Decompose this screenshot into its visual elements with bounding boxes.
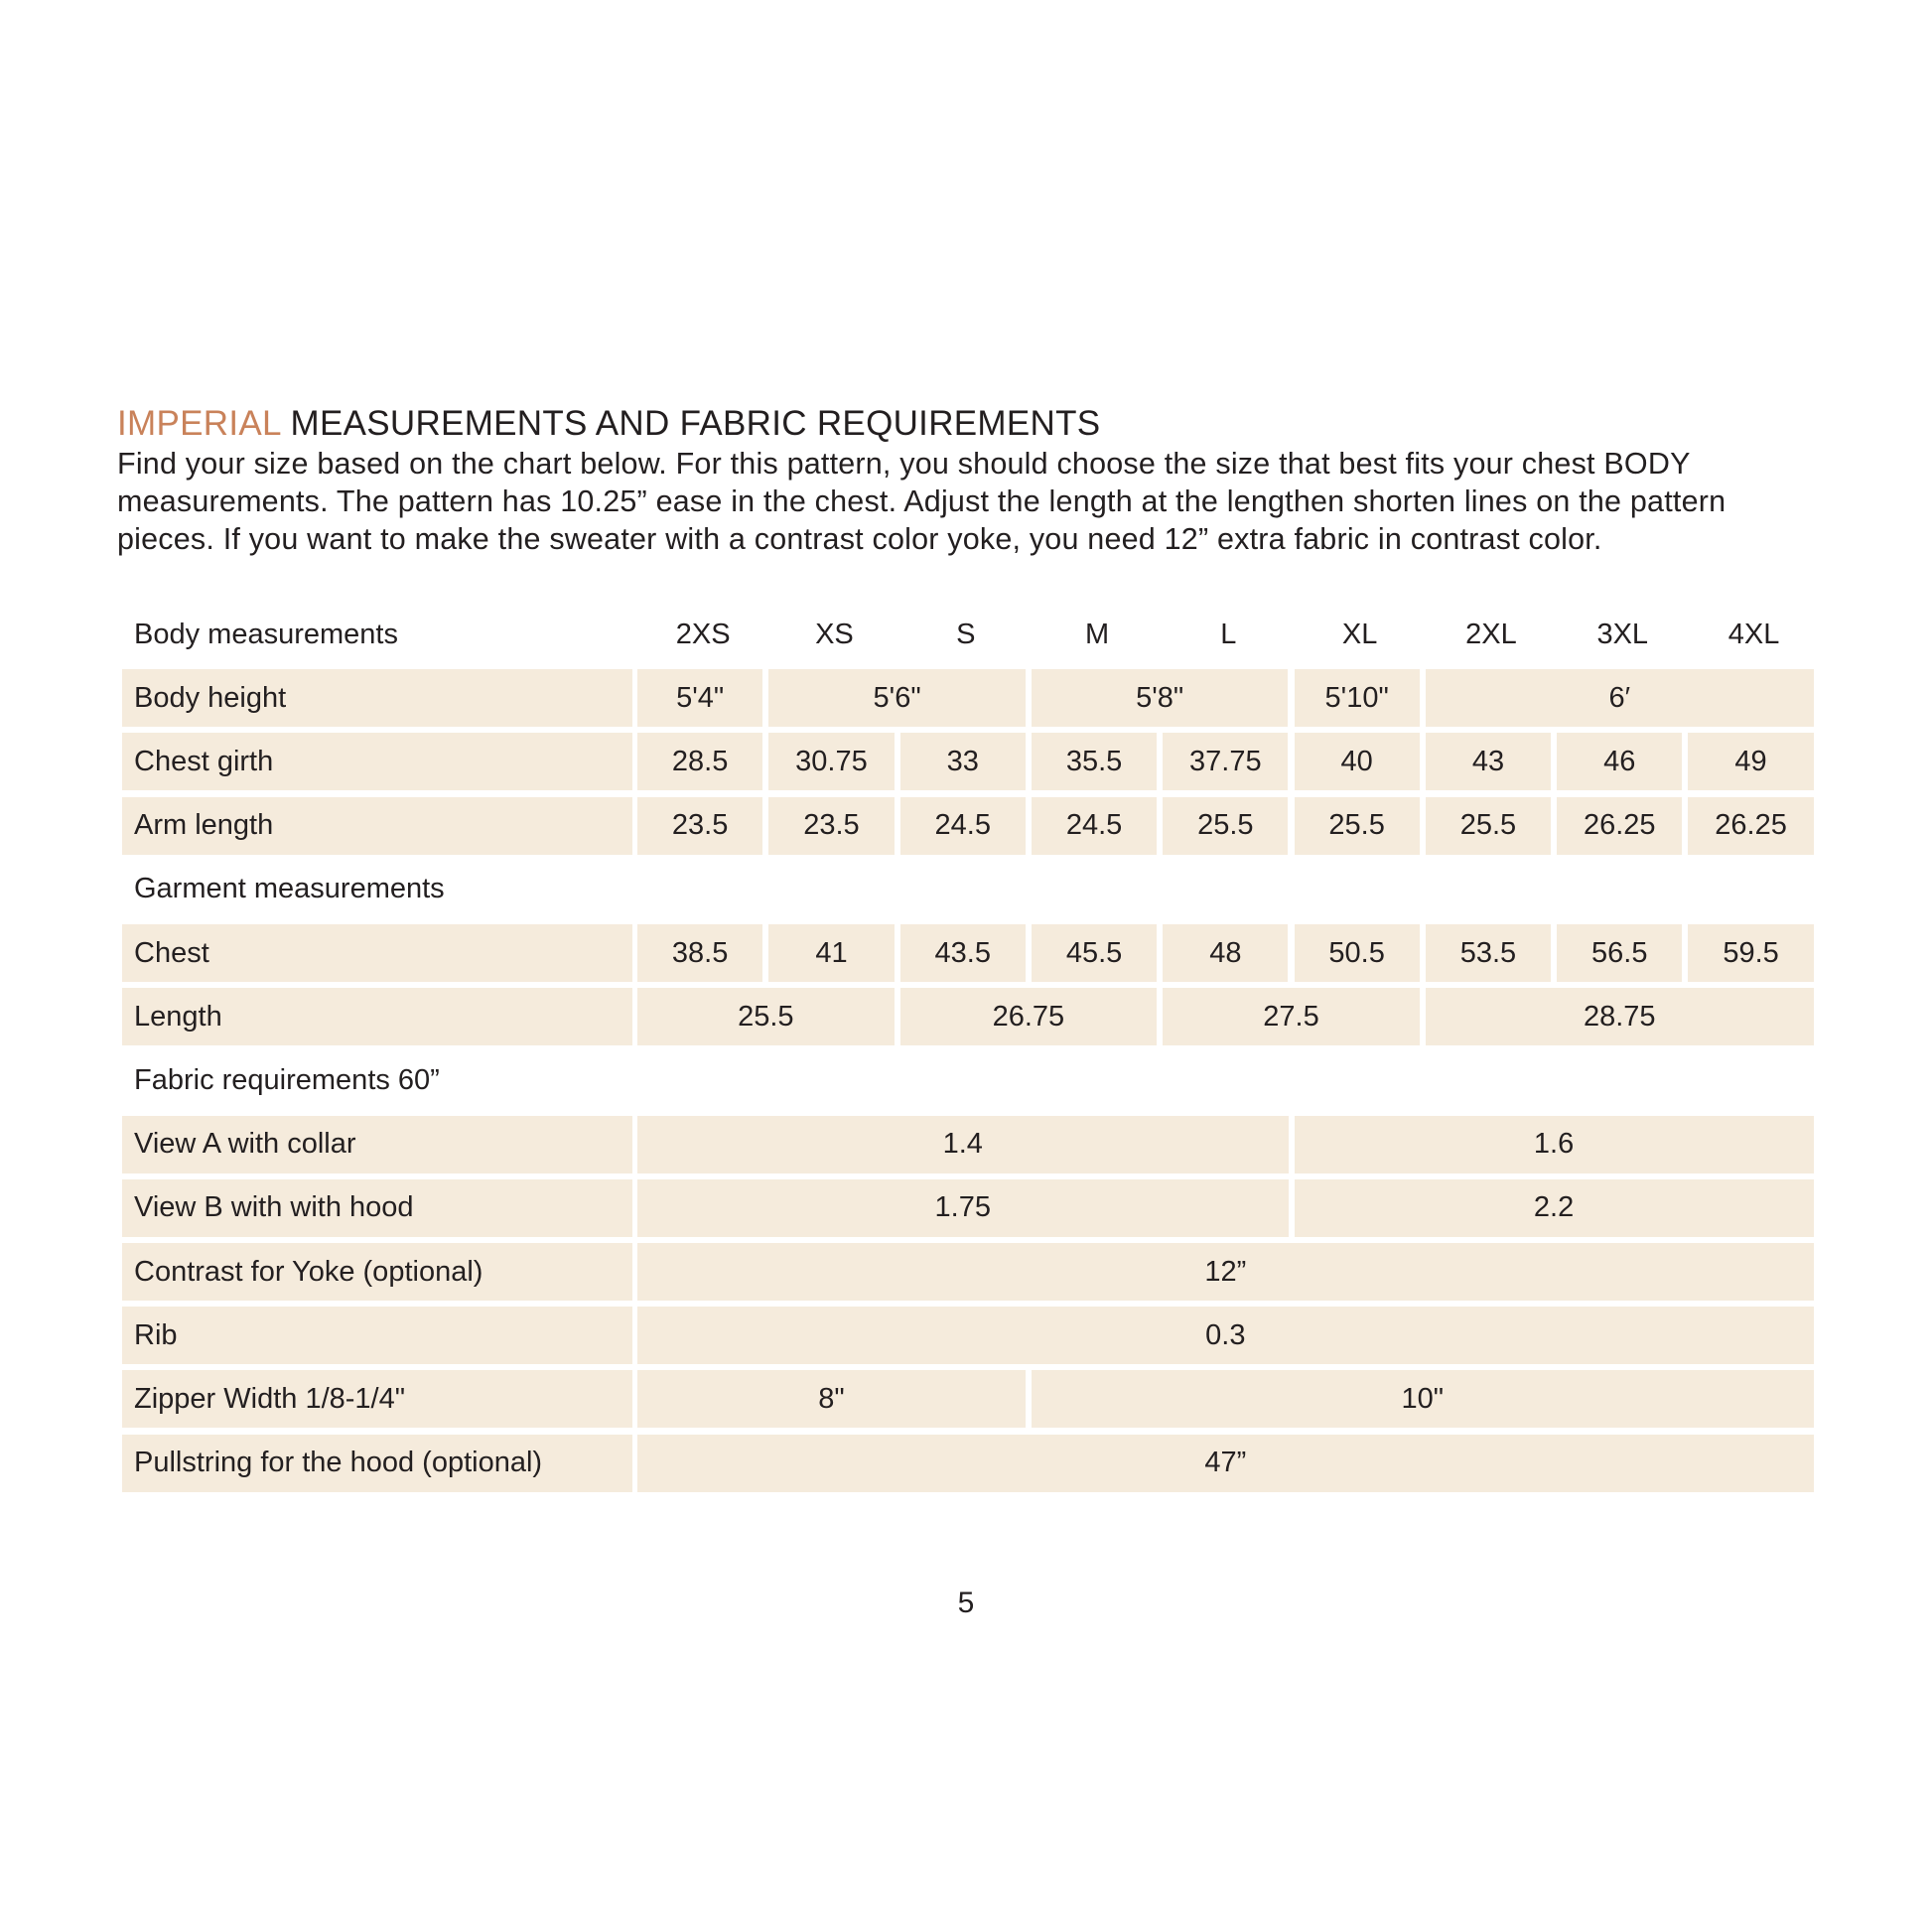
size-header-m: M: [1084, 618, 1110, 650]
table-cell: 26.75: [900, 988, 1158, 1045]
table-cell: 47”: [637, 1435, 1814, 1492]
table-cell: 26.25: [1557, 797, 1682, 855]
table-cell: 27.5: [1163, 988, 1420, 1045]
intro-line: measurements. The pattern has 10.25” ease in the chest. Adjust the length at the lengthen shorten lines on the pattern: [117, 484, 1726, 518]
row-label: Rib: [122, 1307, 632, 1364]
table-cell: 38.5: [637, 924, 762, 982]
table-cell: 23.5: [637, 797, 762, 855]
table-cell: 48: [1163, 924, 1288, 982]
table-cell: 53.5: [1426, 924, 1551, 982]
table-cell: 25.5: [1163, 797, 1288, 855]
table-cell: 25.5: [637, 988, 895, 1045]
row-label: Chest: [122, 924, 632, 982]
table-cell: 2.2: [1295, 1179, 1814, 1237]
row-label: Chest girth: [122, 733, 632, 790]
section-heading: Garment measurements: [134, 873, 445, 905]
table-cell: 23.5: [768, 797, 894, 855]
table-cell: 10": [1032, 1370, 1814, 1428]
row-label: Contrast for Yoke (optional): [122, 1243, 632, 1301]
table-header-label: Body measurements: [134, 618, 398, 650]
table-cell: 40: [1295, 733, 1420, 790]
intro-line: pieces. If you want to make the sweater with a contrast color yoke, you need 12” extra fabric in contrast color.: [117, 522, 1602, 556]
table-cell: 50.5: [1295, 924, 1420, 982]
size-header-xs: XS: [815, 618, 854, 650]
table-cell: 41: [768, 924, 894, 982]
table-cell: 45.5: [1032, 924, 1157, 982]
table-cell: 28.75: [1426, 988, 1814, 1045]
row-label: View A with collar: [122, 1116, 632, 1173]
table-cell: 26.25: [1688, 797, 1813, 855]
intro-line: Find your size based on the chart below. For this pattern, you should choose the size that best fits your chest BODY: [117, 447, 1691, 481]
table-cell: 6′: [1426, 669, 1814, 727]
table-cell: 0.3: [637, 1307, 1814, 1364]
table-cell: 5'8": [1032, 669, 1289, 727]
intro-paragraph: [117, 445, 1845, 558]
table-cell: 1.6: [1295, 1116, 1814, 1173]
table-cell: 24.5: [1032, 797, 1157, 855]
table-cell: 43: [1426, 733, 1551, 790]
table-cell: 5'4": [637, 669, 762, 727]
table-cell: 49: [1688, 733, 1813, 790]
size-header-4xl: 4XL: [1727, 618, 1780, 650]
table-cell: 1.4: [637, 1116, 1289, 1173]
size-header-2xs: 2XS: [675, 618, 731, 650]
table-cell: 35.5: [1032, 733, 1157, 790]
table-cell: 1.75: [637, 1179, 1289, 1237]
row-label: View B with with hood: [122, 1179, 632, 1237]
section-heading: Fabric requirements 60”: [134, 1063, 440, 1096]
page-number: 5: [957, 1587, 975, 1619]
size-header-xl: XL: [1341, 618, 1378, 650]
row-label: Body height: [122, 669, 632, 727]
table-cell: 24.5: [900, 797, 1026, 855]
page-title: [117, 402, 1100, 446]
table-cell: 30.75: [768, 733, 894, 790]
title-rest: MEASUREMENTS AND FABRIC REQUIREMENTS: [280, 404, 1101, 443]
table-cell: 33: [900, 733, 1026, 790]
row-label: Zipper Width 1/8-1/4": [122, 1370, 632, 1428]
table-cell: 25.5: [1426, 797, 1551, 855]
row-label: Arm length: [122, 797, 632, 855]
table-cell: 28.5: [637, 733, 762, 790]
table-cell: 5'10": [1295, 669, 1420, 727]
size-header-s: S: [956, 618, 976, 650]
table-cell: 12”: [637, 1243, 1814, 1301]
table-cell: 56.5: [1557, 924, 1682, 982]
size-header-3xl: 3XL: [1596, 618, 1649, 650]
size-header-2xl: 2XL: [1465, 618, 1517, 650]
row-label: Pullstring for the hood (optional): [122, 1435, 632, 1492]
title-accent: IMPERIAL: [117, 404, 281, 443]
table-cell: 37.75: [1163, 733, 1288, 790]
table-cell: 25.5: [1295, 797, 1420, 855]
table-cell: 46: [1557, 733, 1682, 790]
table-cell: 59.5: [1688, 924, 1813, 982]
table-cell: 43.5: [900, 924, 1026, 982]
table-cell: 8": [637, 1370, 1026, 1428]
size-header-l: L: [1220, 618, 1237, 650]
table-cell: 5'6": [768, 669, 1026, 727]
row-label: Length: [122, 988, 632, 1045]
